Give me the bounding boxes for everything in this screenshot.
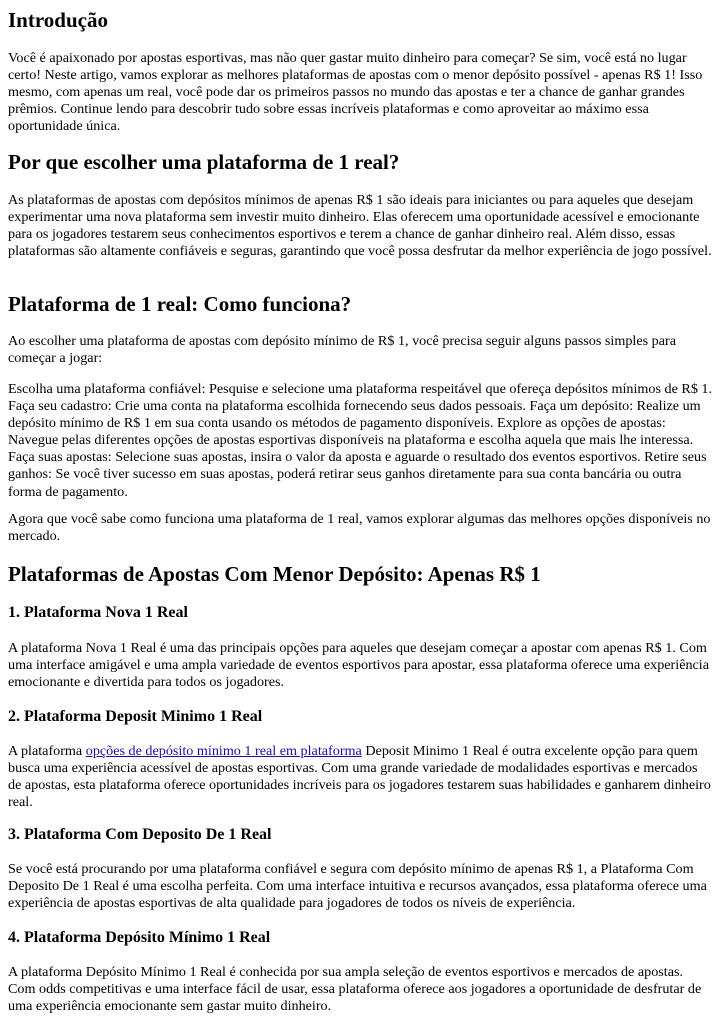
why-paragraph: As plataformas de apostas com depósitos mínimos de apenas R$ 1 são ideais para iniciantes ou para aqueles que desejam experimentar uma nova plataforma sem investir muito dinheiro. Elas oferecem uma oportunidade acessível e emocionante para os jogadores testarem seus conhecimentos esportivos e terem a chance de ganhar dinheiro real. Além disso, essas plataformas são altamente confiáveis e seguras, garantindo que você possa desfrutar da melhor experiência de jogo possível. bbox=[8, 192, 712, 260]
why-heading: Por que escolher uma plataforma de 1 real? bbox=[8, 150, 400, 174]
platform-4-heading: 4. Plataforma Depósito Mínimo 1 Real bbox=[8, 929, 271, 946]
platform-3-heading: 3. Plataforma Com Deposito De 1 Real bbox=[8, 826, 272, 843]
how-closing-paragraph: Agora que você sabe como funciona uma plataforma de 1 real, vamos explorar algumas das melhores opções disponíveis no mercado. bbox=[8, 511, 711, 545]
platforms-heading: Plataformas de Apostas Com Menor Depósito: Apenas R$ 1 bbox=[8, 562, 541, 586]
platform-2-heading: 2. Plataforma Deposit Minimo 1 Real bbox=[8, 708, 263, 725]
platform-4-paragraph: A plataforma Depósito Mínimo 1 Real é conhecida por sua ampla seleção de eventos esportivos e mercados de apostas. Com odds competitivas e uma interface fácil de usar, essa plataforma oferece aos jogadores a oportunidade de desfrutar de uma experiência emocionante sem gastar muito dinheiro. bbox=[8, 964, 702, 1015]
platform-1-paragraph: A plataforma Nova 1 Real é uma das principais opções para aqueles que desejam começar a apostar com apenas R$ 1. Com uma interface amigável e uma ampla variedade de eventos esportivos para apostar, essa plataforma oferece uma experiência emocionante e divertida para todos os jogadores. bbox=[8, 640, 710, 691]
how-heading: Plataforma de 1 real: Como funciona? bbox=[8, 292, 352, 316]
deposit-options-link[interactable]: opções de depósito mínimo 1 real em plataforma bbox=[85, 743, 362, 759]
how-steps-paragraph: Escolha uma plataforma confiável: Pesquise e selecione uma plataforma respeitável que ofereça depósitos mínimos de R$ 1. Faça seu cadastro: Crie uma conta na plataforma escolhida fornecendo seus dados pessoais. Faça um depósito: Realize um depósito mínimo de R$ 1 em sua conta usando os métodos de pagamento disponíveis. Explore as opções de apostas: Navegue pelas diferentes opções de apostas esportivas disponíveis na plataforma e escolha aquela que mais lhe interessa. Faça suas apostas: Selecione suas apostas, insira o valor da aposta e aguarde o resultado dos eventos esportivos. Retire seus ganhos: Se você tiver sucesso em suas apostas, poderá retirar seus ganhos diretamente para sua conta bancária ou outra forma de pagamento. bbox=[8, 381, 713, 500]
intro-paragraph: Você é apaixonado por apostas esportivas, mas não quer gastar muito dinheiro para começar? Se sim, você está no lugar certo! Neste artigo, vamos explorar as melhores plataformas de apostas com o menor depósito possível - apenas R$ 1! Isso mesmo, com apenas um real, você pode dar os primeiros passos no mundo das apostas e ter a chance de ganhar grandes prêmios. Continue lendo para descobrir tudo sobre essas incríveis plataformas e como aproveitar ao máximo essa oportunidade única. bbox=[8, 50, 703, 135]
platform-1-heading: 1. Plataforma Nova 1 Real bbox=[8, 604, 188, 621]
how-intro-paragraph: Ao escolher uma plataforma de apostas com depósito mínimo de R$ 1, você precisa seguir alguns passos simples para começar a jogar: bbox=[8, 333, 676, 367]
platform-2-text-before: A plataforma bbox=[8, 743, 86, 759]
intro-heading: Introdução bbox=[8, 8, 108, 32]
platform-3-paragraph: Se você está procurando por uma plataforma confiável e segura com depósito mínimo de apenas R$ 1, a Plataforma Com Deposito De 1 Real é uma escolha perfeita. Com uma interface intuitiva e recursos avançados, essa plataforma oferece uma experiência de apostas esportivas de alta qualidade para jogadores de todos os níveis de experiência. bbox=[8, 861, 707, 912]
platform-2-text-after: Deposit Minimo 1 Real é outra excelente opção para quem busca uma experiência acessível de apostas esportivas. Com uma grande variedade de modalidades esportivas e mercados de apostas, esta plataforma oferece oportunidades incríveis para os jogadores testarem suas habilidades e ganharem dinheiro real. bbox=[8, 743, 711, 811]
platform-2-paragraph bbox=[8, 743, 713, 811]
